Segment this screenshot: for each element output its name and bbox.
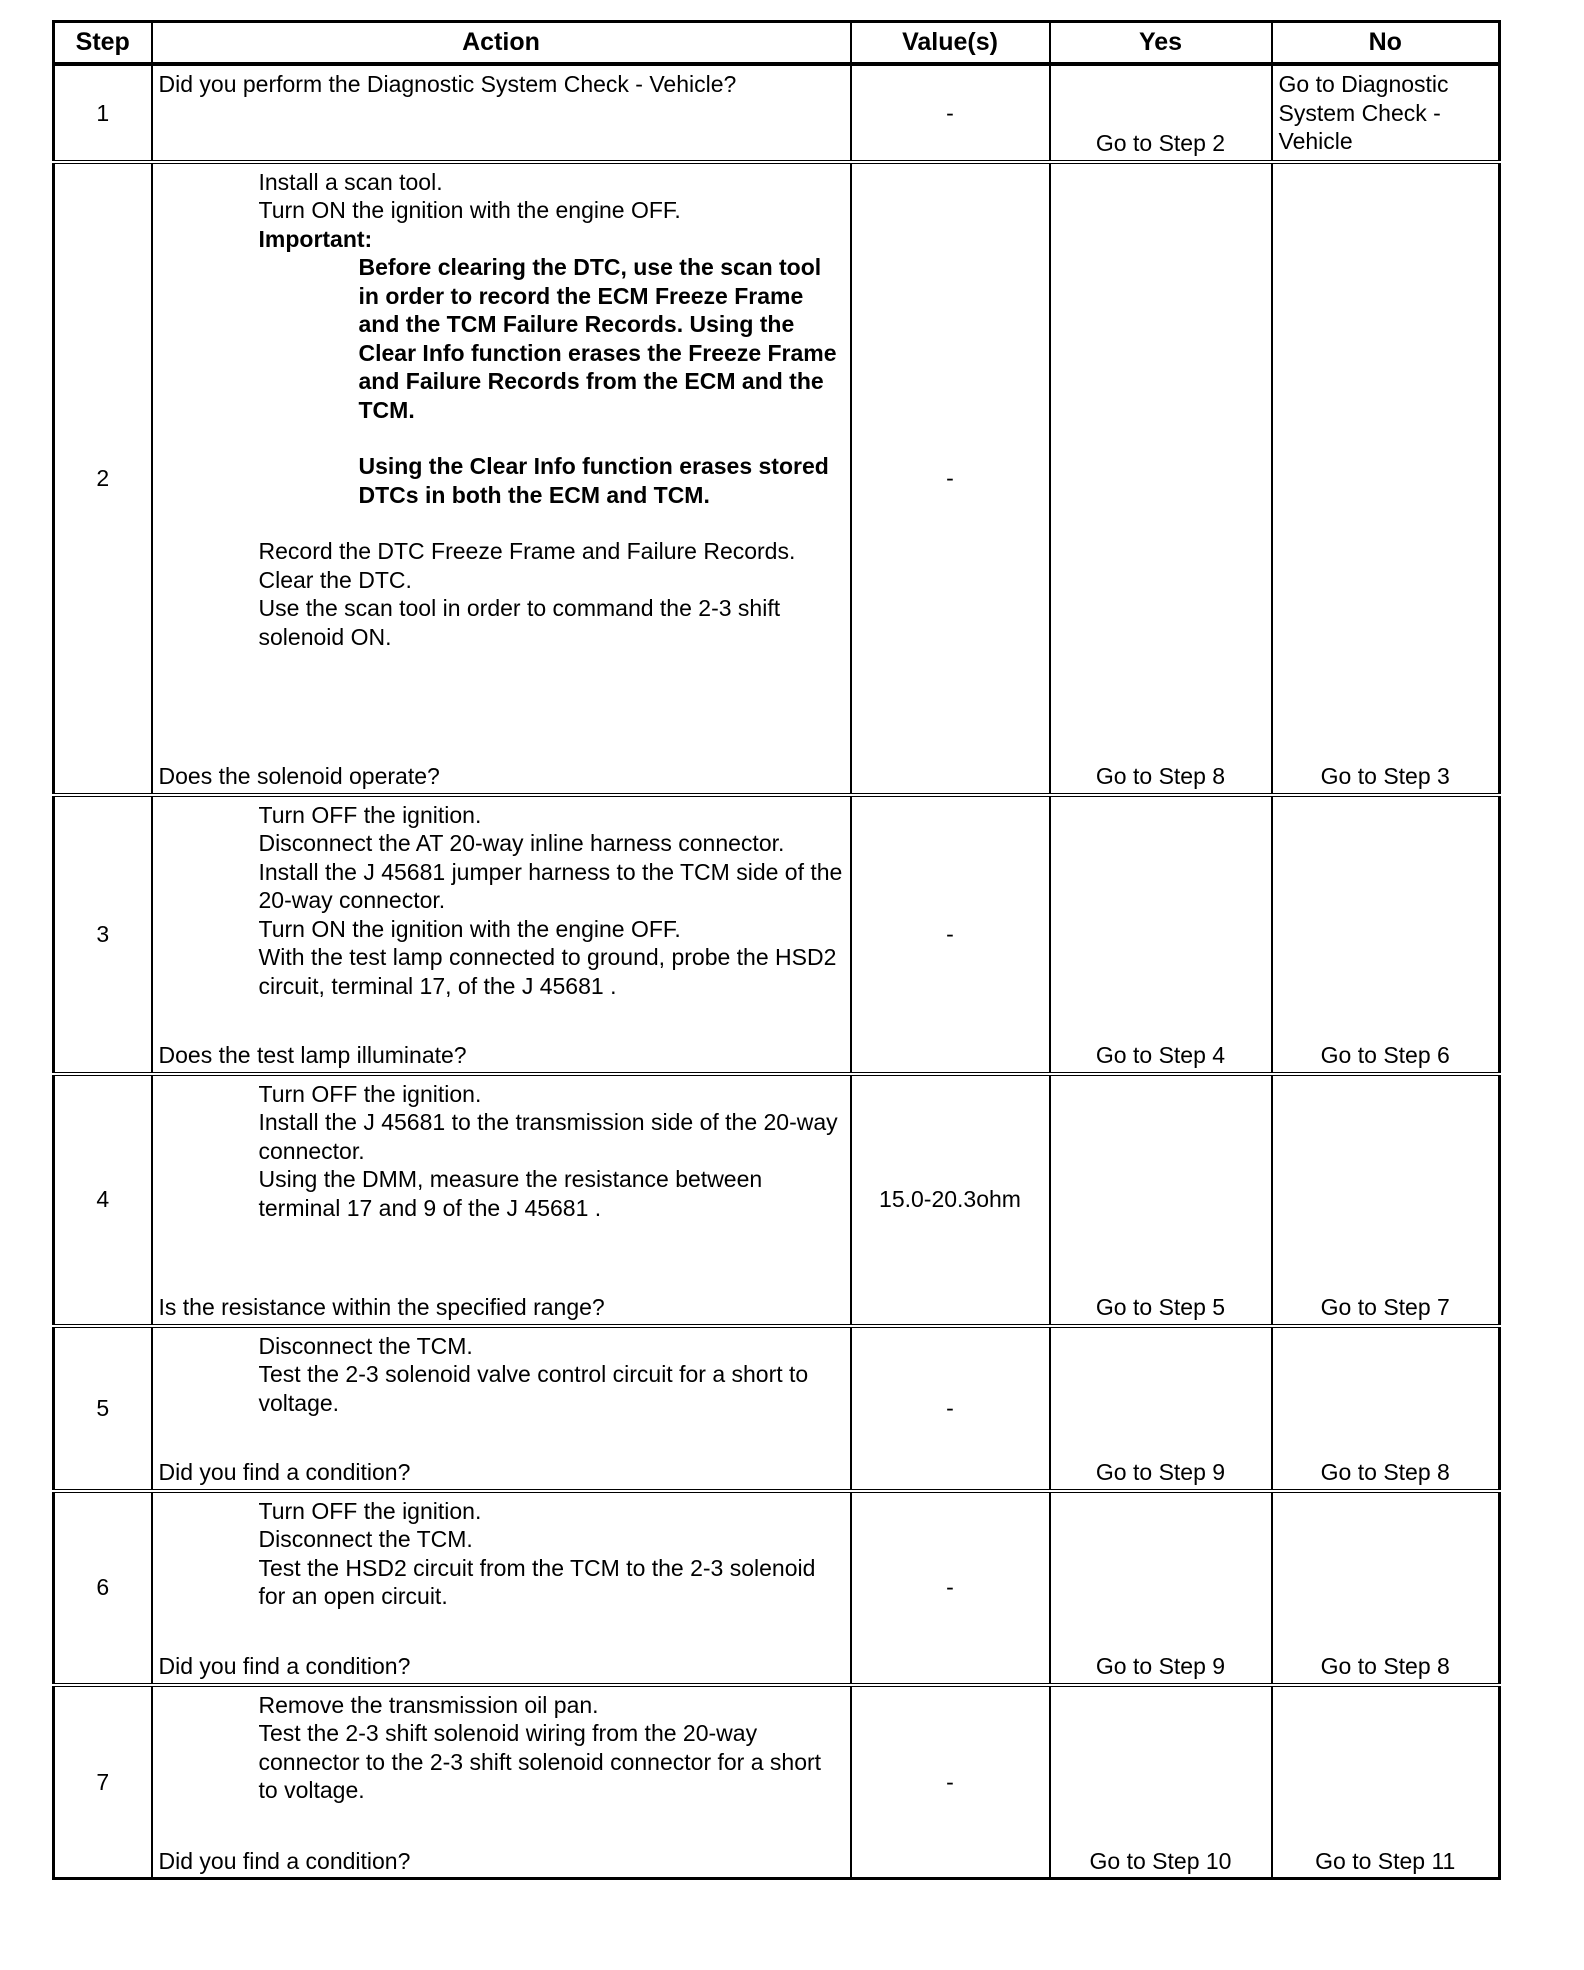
- no-cell: Go to Step 7: [1272, 1074, 1500, 1326]
- action-line: Turn OFF the ignition.: [258, 801, 482, 828]
- action-cell: [152, 1326, 851, 1491]
- header-yes: Yes: [1050, 22, 1272, 65]
- important-note: Before clearing the DTC, use the scan tool in order to record the ECM Freeze Frame and the TCM Failure Records. Using the Clear Info function erases the Freeze Frame and Failure Records from the ECM and the TCM.: [358, 254, 837, 423]
- yes-cell: Go to Step 8: [1050, 162, 1272, 795]
- no-cell: Go to Step 6: [1272, 795, 1500, 1074]
- header-values: Value(s): [851, 22, 1050, 65]
- table-row: [54, 64, 1500, 162]
- yes-cell: Go to Step 9: [1050, 1326, 1272, 1491]
- step-number: 6: [54, 1491, 152, 1685]
- action-line: Using the DMM, measure the resistance between terminal 17 and 9 of the J 45681 .: [258, 1166, 763, 1221]
- action-line: Turn ON the ignition with the engine OFF.: [258, 915, 681, 942]
- action-cell: [152, 1074, 851, 1326]
- value-cell: -: [851, 1491, 1050, 1685]
- step-question: Did you perform the Diagnostic System Check - Vehicle?: [158, 71, 737, 97]
- header-action: Action: [152, 22, 851, 65]
- value-cell: -: [851, 1685, 1050, 1879]
- value-cell: -: [851, 162, 1050, 795]
- yes-cell: Go to Step 9: [1050, 1491, 1272, 1685]
- yes-cell: Go to Step 5: [1050, 1074, 1272, 1326]
- yes-cell: Go to Step 2: [1050, 64, 1272, 162]
- header-step: Step: [54, 22, 152, 65]
- table-row: [54, 1074, 1500, 1326]
- action-line: Install a scan tool.: [258, 168, 443, 195]
- action-line: Turn OFF the ignition.: [258, 1497, 482, 1524]
- action-cell: [152, 795, 851, 1074]
- important-note: Using the Clear Info function erases stored DTCs in both the ECM and TCM.: [358, 453, 829, 508]
- no-cell: Go to Diagnostic System Check - Vehicle: [1272, 64, 1500, 162]
- step-question: Does the test lamp illuminate?: [158, 1042, 467, 1068]
- no-cell: Go to Step 3: [1272, 162, 1500, 795]
- action-line: Test the 2-3 shift solenoid wiring from the 20-way connector to the 2-3 shift solenoid connector for a short to voltage.: [258, 1720, 822, 1803]
- step-question: Did you find a condition?: [158, 1459, 411, 1485]
- table-row: [54, 162, 1500, 795]
- step-number: 2: [54, 162, 152, 795]
- value-cell: 15.0-20.3ohm: [851, 1074, 1050, 1326]
- no-cell: Go to Step 8: [1272, 1491, 1500, 1685]
- no-cell: Go to Step 8: [1272, 1326, 1500, 1491]
- table-row: [54, 795, 1500, 1074]
- table-row: [54, 1326, 1500, 1491]
- step-question: Is the resistance within the specified range?: [158, 1294, 605, 1320]
- value-cell: -: [851, 1326, 1050, 1491]
- action-line: Install the J 45681 jumper harness to the TCM side of the 20-way connector.: [258, 858, 843, 913]
- action-line: Turn OFF the ignition.: [258, 1080, 482, 1107]
- step-question: Did you find a condition?: [158, 1653, 411, 1679]
- action-line: Use the scan tool in order to command the 2-3 shift solenoid ON.: [258, 595, 781, 650]
- header-no: No: [1272, 22, 1500, 65]
- action-line: Disconnect the TCM.: [258, 1526, 473, 1552]
- value-cell: -: [851, 64, 1050, 162]
- diagnostic-table: [52, 20, 1501, 1880]
- no-cell: Go to Step 11: [1272, 1685, 1500, 1879]
- step-number: 1: [54, 64, 152, 162]
- table-row: [54, 1685, 1500, 1879]
- action-line: With the test lamp connected to ground, probe the HSD2 circuit, terminal 17, of the J 45681 .: [258, 944, 837, 999]
- step-number: 4: [54, 1074, 152, 1326]
- action-cell: [152, 1685, 851, 1879]
- step-question: Did you find a condition?: [158, 1847, 411, 1874]
- action-line: Turn ON the ignition with the engine OFF.: [258, 197, 681, 223]
- step-number: 7: [54, 1685, 152, 1879]
- action-cell: [152, 64, 851, 162]
- action-line: Test the HSD2 circuit from the TCM to the 2-3 solenoid for an open circuit.: [258, 1554, 816, 1609]
- action-line: Disconnect the TCM.: [258, 1332, 473, 1359]
- action-line: Test the 2-3 solenoid valve control circuit for a short to voltage.: [258, 1361, 809, 1416]
- action-line: Disconnect the AT 20-way inline harness connector.: [258, 830, 785, 856]
- step-number: 3: [54, 795, 152, 1074]
- yes-cell: Go to Step 4: [1050, 795, 1272, 1074]
- action-line: Install the J 45681 to the transmission side of the 20-way connector.: [258, 1109, 838, 1164]
- action-cell: [152, 162, 851, 795]
- table-header-row: [54, 22, 1500, 65]
- action-line: Remove the transmission oil pan.: [258, 1691, 599, 1718]
- action-line: Record the DTC Freeze Frame and Failure Records.: [258, 538, 796, 564]
- step-number: 5: [54, 1326, 152, 1491]
- action-line: Clear the DTC.: [258, 566, 412, 593]
- table-row: [54, 1491, 1500, 1685]
- value-cell: -: [851, 795, 1050, 1074]
- important-label: Important:: [258, 225, 373, 252]
- action-cell: [152, 1491, 851, 1685]
- yes-cell: Go to Step 10: [1050, 1685, 1272, 1879]
- step-question: Does the solenoid operate?: [158, 763, 440, 789]
